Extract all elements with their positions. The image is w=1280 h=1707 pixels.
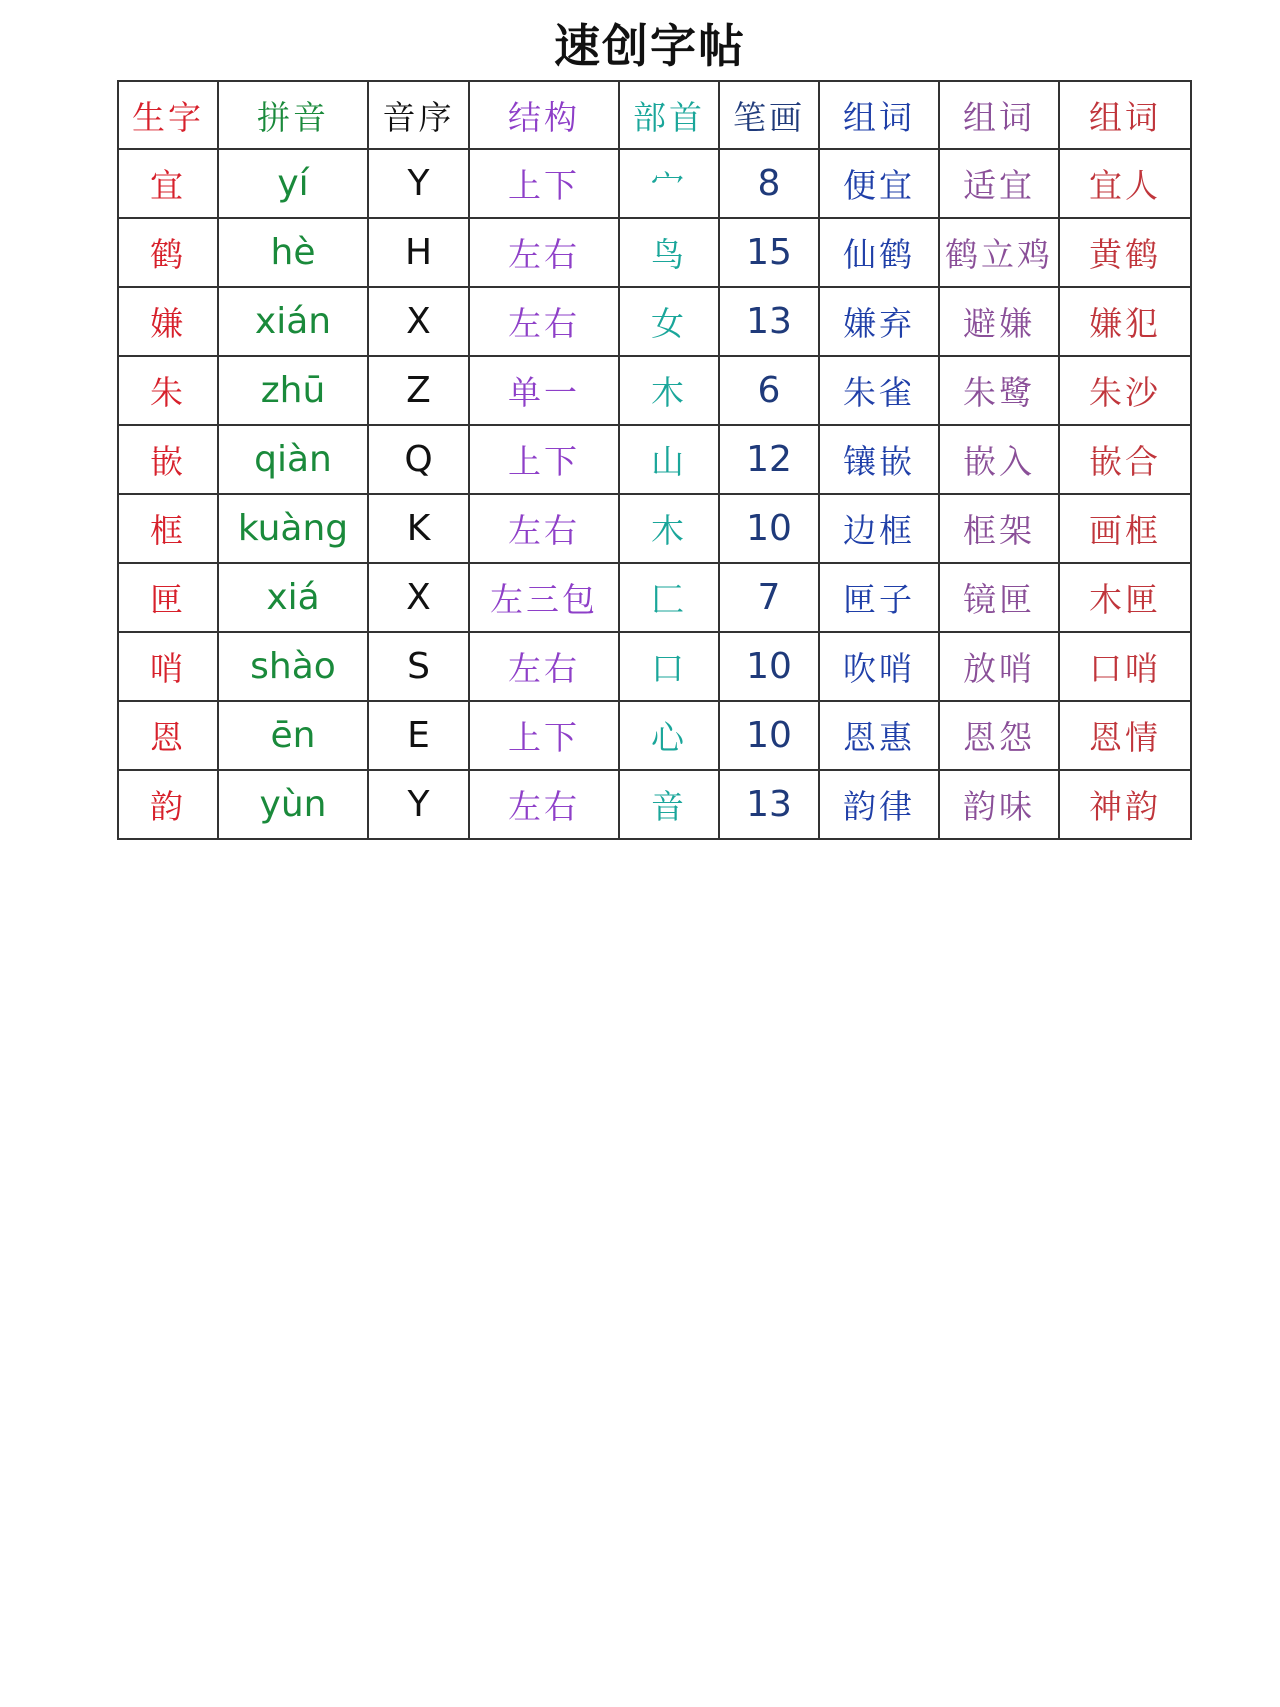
word-3-cell: 神韵 — [1059, 770, 1191, 839]
order-cell: Y — [368, 770, 469, 839]
word-3-cell: 嵌合 — [1059, 425, 1191, 494]
order-cell: S — [368, 632, 469, 701]
order-cell: K — [368, 494, 469, 563]
order-cell: H — [368, 218, 469, 287]
structure-cell: 左右 — [469, 770, 619, 839]
table-row — [118, 770, 1191, 839]
char-cell: 哨 — [118, 632, 218, 701]
order-cell: Q — [368, 425, 469, 494]
radical-cell: 女 — [619, 287, 719, 356]
word-1-cell: 便宜 — [819, 149, 939, 218]
radical-cell: 鸟 — [619, 218, 719, 287]
pinyin-cell: zhū — [218, 356, 368, 425]
radical-cell: 口 — [619, 632, 719, 701]
char-cell: 恩 — [118, 701, 218, 770]
order-cell: Z — [368, 356, 469, 425]
word-2-cell: 嵌入 — [939, 425, 1059, 494]
word-3-cell: 口哨 — [1059, 632, 1191, 701]
structure-cell: 单一 — [469, 356, 619, 425]
radical-cell: 木 — [619, 494, 719, 563]
char-cell: 宜 — [118, 149, 218, 218]
pinyin-cell: xiá — [218, 563, 368, 632]
char-cell: 朱 — [118, 356, 218, 425]
order-cell: X — [368, 563, 469, 632]
table-row — [118, 701, 1191, 770]
structure-cell: 上下 — [469, 701, 619, 770]
radical-cell: 匚 — [619, 563, 719, 632]
table-row — [118, 632, 1191, 701]
strokes-cell: 12 — [719, 425, 819, 494]
word-1-cell: 匣子 — [819, 563, 939, 632]
word-1-cell: 边框 — [819, 494, 939, 563]
order-cell: E — [368, 701, 469, 770]
pinyin-cell: hè — [218, 218, 368, 287]
radical-cell: 宀 — [619, 149, 719, 218]
strokes-cell: 10 — [719, 701, 819, 770]
strokes-cell: 15 — [719, 218, 819, 287]
word-1-cell: 嫌弃 — [819, 287, 939, 356]
word-2-cell: 框架 — [939, 494, 1059, 563]
strokes-cell: 8 — [719, 149, 819, 218]
pinyin-cell: qiàn — [218, 425, 368, 494]
header-order: 音序 — [368, 81, 469, 149]
word-2-cell: 放哨 — [939, 632, 1059, 701]
word-3-cell: 恩情 — [1059, 701, 1191, 770]
word-2-cell: 朱鹭 — [939, 356, 1059, 425]
table-row — [118, 287, 1191, 356]
structure-cell: 左右 — [469, 287, 619, 356]
order-cell: X — [368, 287, 469, 356]
structure-cell: 左右 — [469, 632, 619, 701]
header-char: 生字 — [118, 81, 218, 149]
word-2-cell: 韵味 — [939, 770, 1059, 839]
strokes-cell: 10 — [719, 632, 819, 701]
table-row — [118, 563, 1191, 632]
word-3-cell: 朱沙 — [1059, 356, 1191, 425]
table-row — [118, 218, 1191, 287]
word-2-cell: 恩怨 — [939, 701, 1059, 770]
structure-cell: 左右 — [469, 494, 619, 563]
word-3-cell: 画框 — [1059, 494, 1191, 563]
structure-cell: 左右 — [469, 218, 619, 287]
pinyin-cell: ēn — [218, 701, 368, 770]
table-row — [118, 425, 1191, 494]
header-pinyin: 拼音 — [218, 81, 368, 149]
header-strokes: 笔画 — [719, 81, 819, 149]
header-word-3: 组词 — [1059, 81, 1191, 149]
strokes-cell: 13 — [719, 770, 819, 839]
structure-cell: 上下 — [469, 149, 619, 218]
word-3-cell: 嫌犯 — [1059, 287, 1191, 356]
radical-cell: 音 — [619, 770, 719, 839]
word-3-cell: 黄鹤 — [1059, 218, 1191, 287]
strokes-cell: 10 — [719, 494, 819, 563]
strokes-cell: 13 — [719, 287, 819, 356]
strokes-cell: 6 — [719, 356, 819, 425]
char-cell: 匣 — [118, 563, 218, 632]
char-cell: 鹤 — [118, 218, 218, 287]
word-1-cell: 韵律 — [819, 770, 939, 839]
char-cell: 嵌 — [118, 425, 218, 494]
header-word-2: 组词 — [939, 81, 1059, 149]
pinyin-cell: yí — [218, 149, 368, 218]
header-row — [118, 81, 1191, 149]
radical-cell: 心 — [619, 701, 719, 770]
header-structure: 结构 — [469, 81, 619, 149]
word-1-cell: 仙鹤 — [819, 218, 939, 287]
word-3-cell: 木匣 — [1059, 563, 1191, 632]
table-row — [118, 356, 1191, 425]
word-2-cell: 避嫌 — [939, 287, 1059, 356]
word-2-cell: 适宜 — [939, 149, 1059, 218]
word-1-cell: 朱雀 — [819, 356, 939, 425]
word-1-cell: 镶嵌 — [819, 425, 939, 494]
structure-cell: 上下 — [469, 425, 619, 494]
radical-cell: 山 — [619, 425, 719, 494]
word-1-cell: 吹哨 — [819, 632, 939, 701]
pinyin-cell: kuàng — [218, 494, 368, 563]
table-row — [118, 149, 1191, 218]
page-title: 速创字帖 — [554, 19, 746, 73]
char-cell: 韵 — [118, 770, 218, 839]
order-cell: Y — [368, 149, 469, 218]
header-radical: 部首 — [619, 81, 719, 149]
table-row — [118, 494, 1191, 563]
word-1-cell: 恩惠 — [819, 701, 939, 770]
strokes-cell: 7 — [719, 563, 819, 632]
word-2-cell: 镜匣 — [939, 563, 1059, 632]
character-table — [117, 80, 1192, 840]
pinyin-cell: shào — [218, 632, 368, 701]
char-cell: 框 — [118, 494, 218, 563]
word-3-cell: 宜人 — [1059, 149, 1191, 218]
char-cell: 嫌 — [118, 287, 218, 356]
header-word-1: 组词 — [819, 81, 939, 149]
radical-cell: 木 — [619, 356, 719, 425]
structure-cell: 左三包 — [469, 563, 619, 632]
pinyin-cell: xián — [218, 287, 368, 356]
word-2-cell: 鹤立鸡 — [939, 218, 1059, 287]
pinyin-cell: yùn — [218, 770, 368, 839]
